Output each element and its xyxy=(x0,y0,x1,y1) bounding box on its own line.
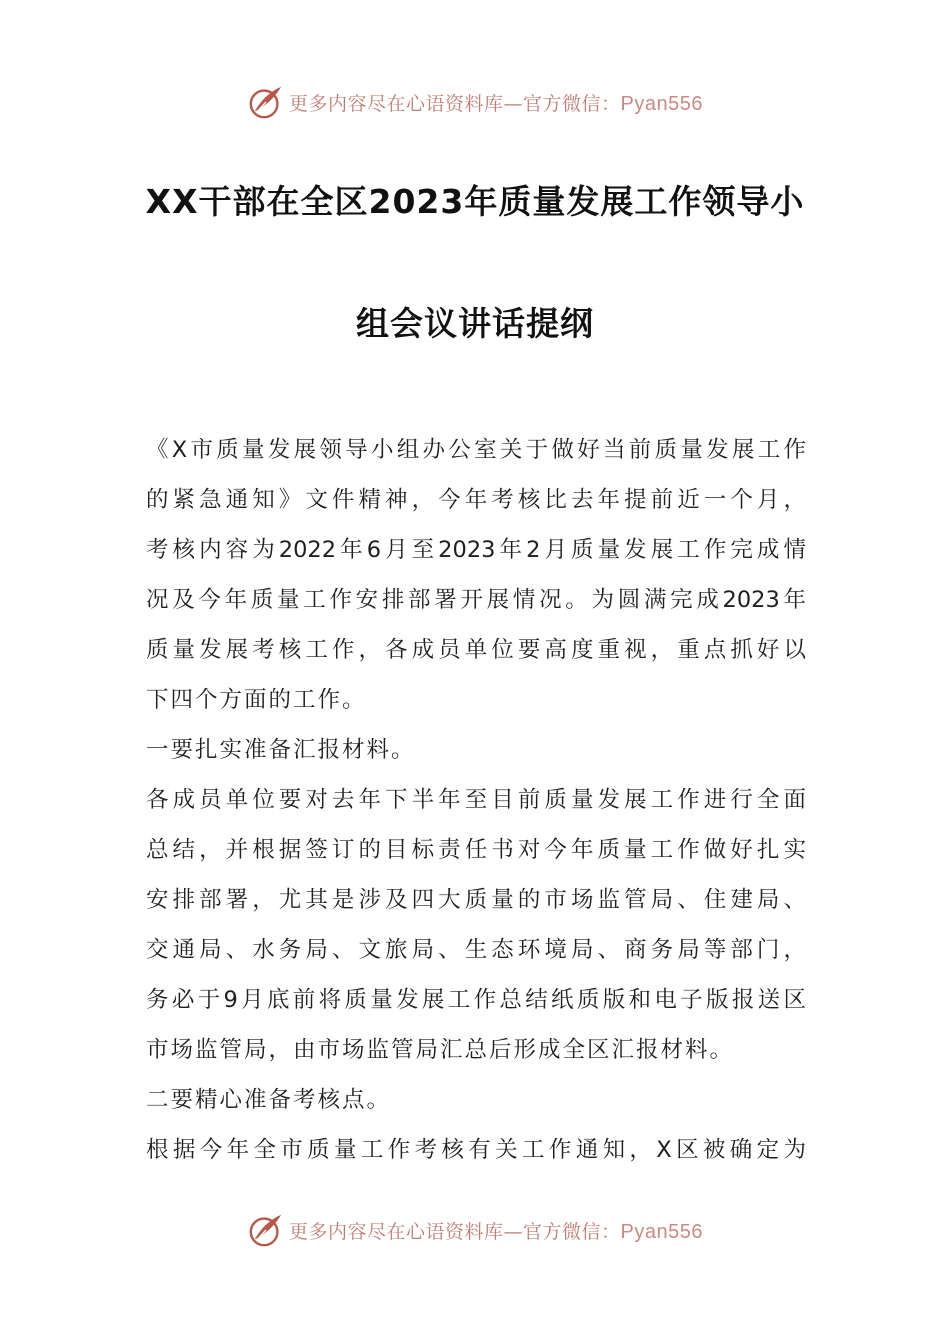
document-body xyxy=(146,425,806,1175)
body-line: 根据今年全市质量工作考核有关工作通知，X区被确定为 xyxy=(146,1137,806,1163)
body-line: 质量发展考核工作，各成员单位要高度重视，重点抓好以 xyxy=(146,637,806,663)
document-title-line-1: XX干部在全区2023年质量发展工作领导小 xyxy=(145,182,805,221)
body-line: 市场监管局，由市场监管局汇总后形成全区汇报材料。 xyxy=(146,1037,735,1063)
document-title-line-2: 组会议讲话提纲 xyxy=(356,304,594,343)
body-line: 考核内容为2022年6月至2023年2月质量发展工作完成情 xyxy=(146,537,806,563)
header-banner xyxy=(0,80,950,124)
body-line: 《X市质量发展领导小组办公室关于做好当前质量发展工作 xyxy=(146,437,806,463)
section-heading-1: 一要扎实准备汇报材料。 xyxy=(146,737,416,763)
body-line: 况及今年质量工作安排部署开展情况。为圆满完成2023年 xyxy=(146,587,806,613)
section-heading-2: 二要精心准备考核点。 xyxy=(146,1087,392,1113)
quill-logo-icon xyxy=(247,83,285,121)
body-line: 安排部署，尤其是涉及四大质量的市场监管局、住建局、 xyxy=(146,887,806,913)
banner-text: 更多内容尽在心语资料库—官方微信：Pyan556 xyxy=(289,92,703,115)
body-line: 交通局、水务局、文旅局、生态环境局、商务局等部门， xyxy=(146,937,806,963)
body-line: 总结，并根据签订的目标责任书对今年质量工作做好扎实 xyxy=(146,837,806,863)
quill-logo-icon xyxy=(247,1211,285,1249)
banner-text: 更多内容尽在心语资料库—官方微信：Pyan556 xyxy=(289,1220,703,1243)
body-line: 下四个方面的工作。 xyxy=(146,687,367,713)
footer-banner xyxy=(0,1208,950,1252)
body-line: 各成员单位要对去年下半年至目前质量发展工作进行全面 xyxy=(146,787,806,813)
body-line: 的紧急通知》文件精神，今年考核比去年提前近一个月， xyxy=(146,487,806,513)
body-line: 务必于9月底前将质量发展工作总结纸质版和电子版报送区 xyxy=(146,987,806,1013)
